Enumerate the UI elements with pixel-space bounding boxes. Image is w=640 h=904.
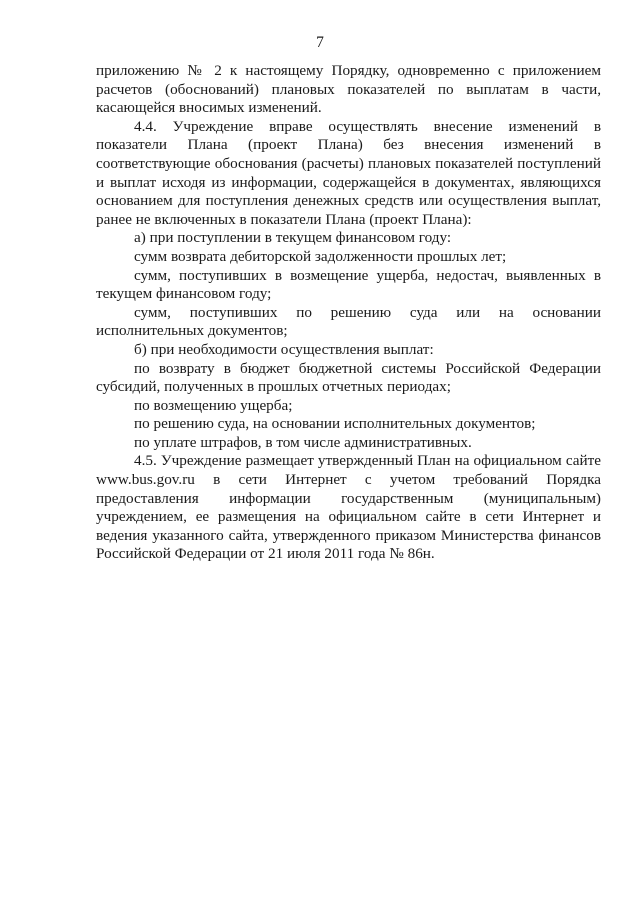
paragraph-4-4: 4.4. Учреждение вправе осуществлять внесение изменений в показатели Плана (проект Плана) без внесения изменений в соответствующие обоснования (расчеты) плановых показателей поступлений и выплат исходя из информации, содержащейся в документах, являющихся основанием для поступления денежных средств или осуществления выплат, ранее не включенных в показатели Плана (проект Плана): [96, 117, 601, 228]
document-body [96, 62, 601, 564]
paragraph-4-5: 4.5. Учреждение размещает утвержденный План на официальном сайте www.bus.gov.ru в сети Интернет с учетом требований Порядка предоставления информации государственным (муниципальным) учреждением, ее размещения на официальном сайте в сети Интернет и ведения указанного сайта, утвержденного приказом Министерства финансов Российской Федерации от 21 июля 2011 года № 86н. [96, 452, 601, 563]
paragraph-continuation: приложению № 2 к настоящему Порядку, одновременно с приложением расчетов (обоснований) плановых показателей по выплатам в части, касающейся вносимых изменений. [96, 62, 601, 117]
page-number: 7 [316, 34, 324, 51]
list-item-fines: по уплате штрафов, в том числе административных. [134, 433, 472, 451]
list-item-damage-payment: по возмещению ущерба; [134, 396, 293, 414]
list-item-b: б) при необходимости осуществления выплат: [134, 340, 434, 358]
list-item-court-payment: по решению суда, на основании исполнительных документов; [134, 415, 536, 433]
list-item-receivables-return: сумм возврата дебиторской задолженности прошлых лет; [134, 247, 507, 265]
list-item-a: а) при поступлении в текущем финансовом году: [134, 229, 452, 247]
list-item-court-decision: сумм, поступивших по решению суда или на основании исполнительных документов; [96, 303, 601, 340]
list-item-subsidy-return: по возврату в бюджет бюджетной системы Российской Федерации субсидий, полученных в прошлых отчетных периодах; [96, 359, 601, 396]
list-item-damage-compensation: сумм, поступивших в возмещение ущерба, недостач, выявленных в текущем финансовом году; [96, 266, 601, 303]
